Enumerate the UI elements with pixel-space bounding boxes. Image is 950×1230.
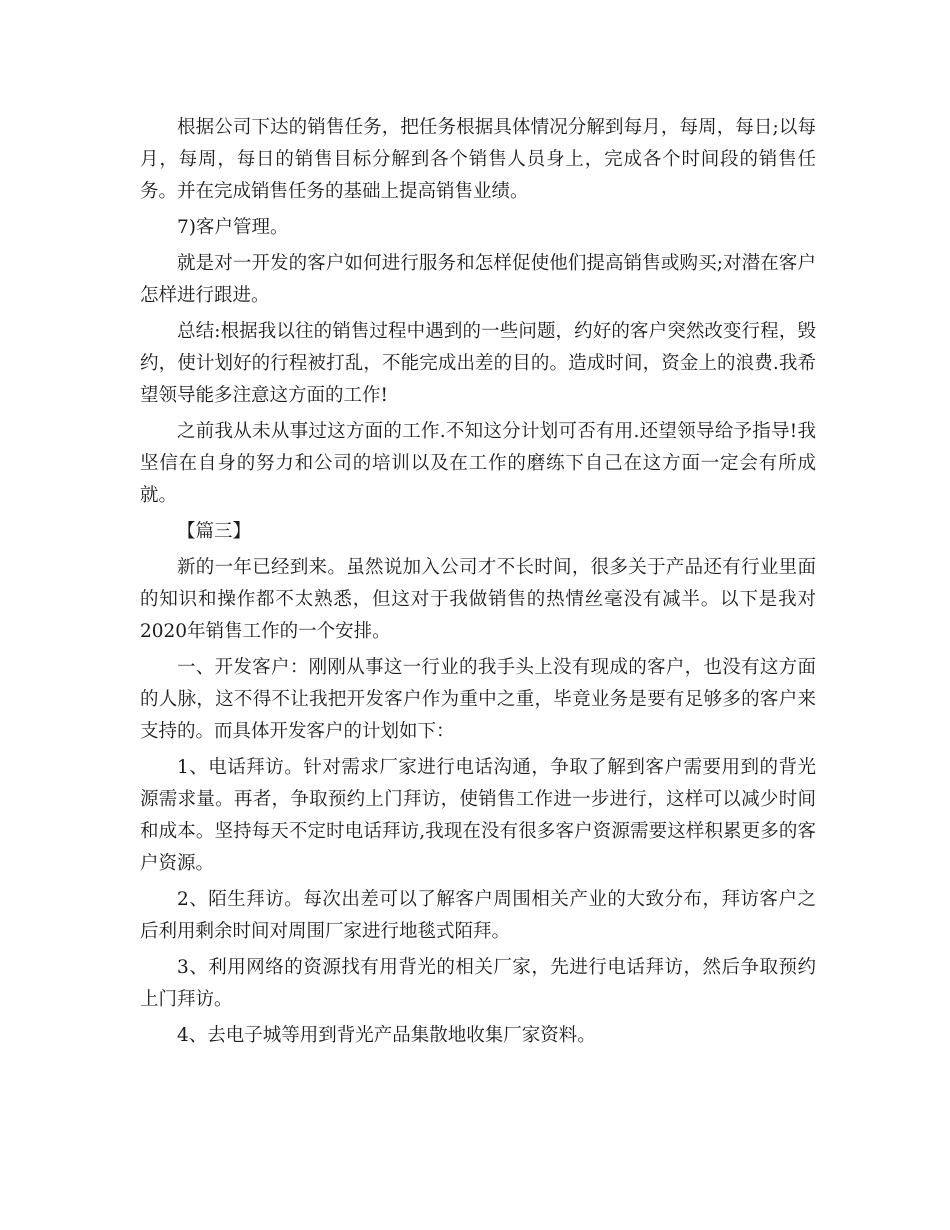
paragraph-customer-management-heading: 7)客户管理。: [177, 217, 289, 238]
section-heading: 【篇三】: [177, 521, 252, 542]
list-item-cold-visit: 2、陌生拜访。每次出差可以了解客户周围相关产业的大致分布，拜访客户之后利用剩余时间对周围厂家进行地毯式陌拜。: [140, 889, 816, 942]
paragraph-develop-customers: 一、开发客户：刚刚从事这一行业的我手头上没有现成的客户，也没有这方面的人脉，这不得不让我把开发客户作为重中之重，毕竟业务是要有足够多的客户来支持的。而具体开发客户的计划如下：: [140, 657, 816, 742]
paragraph-closing: 之前我从未从事过这方面的工作.不知这分计划可否有用.还望领导给予指导!我坚信在自身的努力和公司的培训以及在工作的磨练下自己在这方面一定会有所成就。: [140, 421, 816, 506]
paragraph-customer-management: 就是对一开发的客户如何进行服务和怎样促使他们提高销售或购买;对潜在客户怎样进行跟进。: [140, 253, 816, 306]
list-item-network-resources: 3、利用网络的资源找有用背光的相关厂家，先进行电话拜访，然后争取预约上门拜访。: [140, 957, 816, 1010]
list-item-electronics-market: 4、去电子城等用到背光产品集散地收集厂家资料。: [177, 1025, 596, 1046]
document-body: [140, 112, 816, 1056]
list-item-phone-visit: 1、电话拜访。针对需求厂家进行电话沟通，争取了解到客户需要用到的背光源需求量。再者，争取预约上门拜访，使销售工作进一步进行，这样可以减少时间和成本。坚持每天不定时电话拜访,我现在没有很多客户资源需要这样积累更多的客户资源。: [140, 757, 816, 874]
paragraph-summary: 总结:根据我以往的销售过程中遇到的一些问题，约好的客户突然改变行程，毁约，使计划好的行程被打乱，不能完成出差的目的。造成时间，资金上的浪费.我希望领导能多注意这方面的工作!: [140, 321, 816, 406]
paragraph-intro: 新的一年已经到来。虽然说加入公司才不长时间，很多关于产品还有行业里面的知识和操作都不太熟悉，但这对于我做销售的热情丝毫没有减半。以下是我对2020年销售工作的一个安排。: [140, 557, 816, 642]
paragraph-sales-task: 根据公司下达的销售任务，把任务根据具体情况分解到每月，每周，每日;以每月，每周，每日的销售目标分解到各个销售人员身上，完成各个时间段的销售任务。并在完成销售任务的基础上提高销售业绩。: [140, 117, 816, 202]
